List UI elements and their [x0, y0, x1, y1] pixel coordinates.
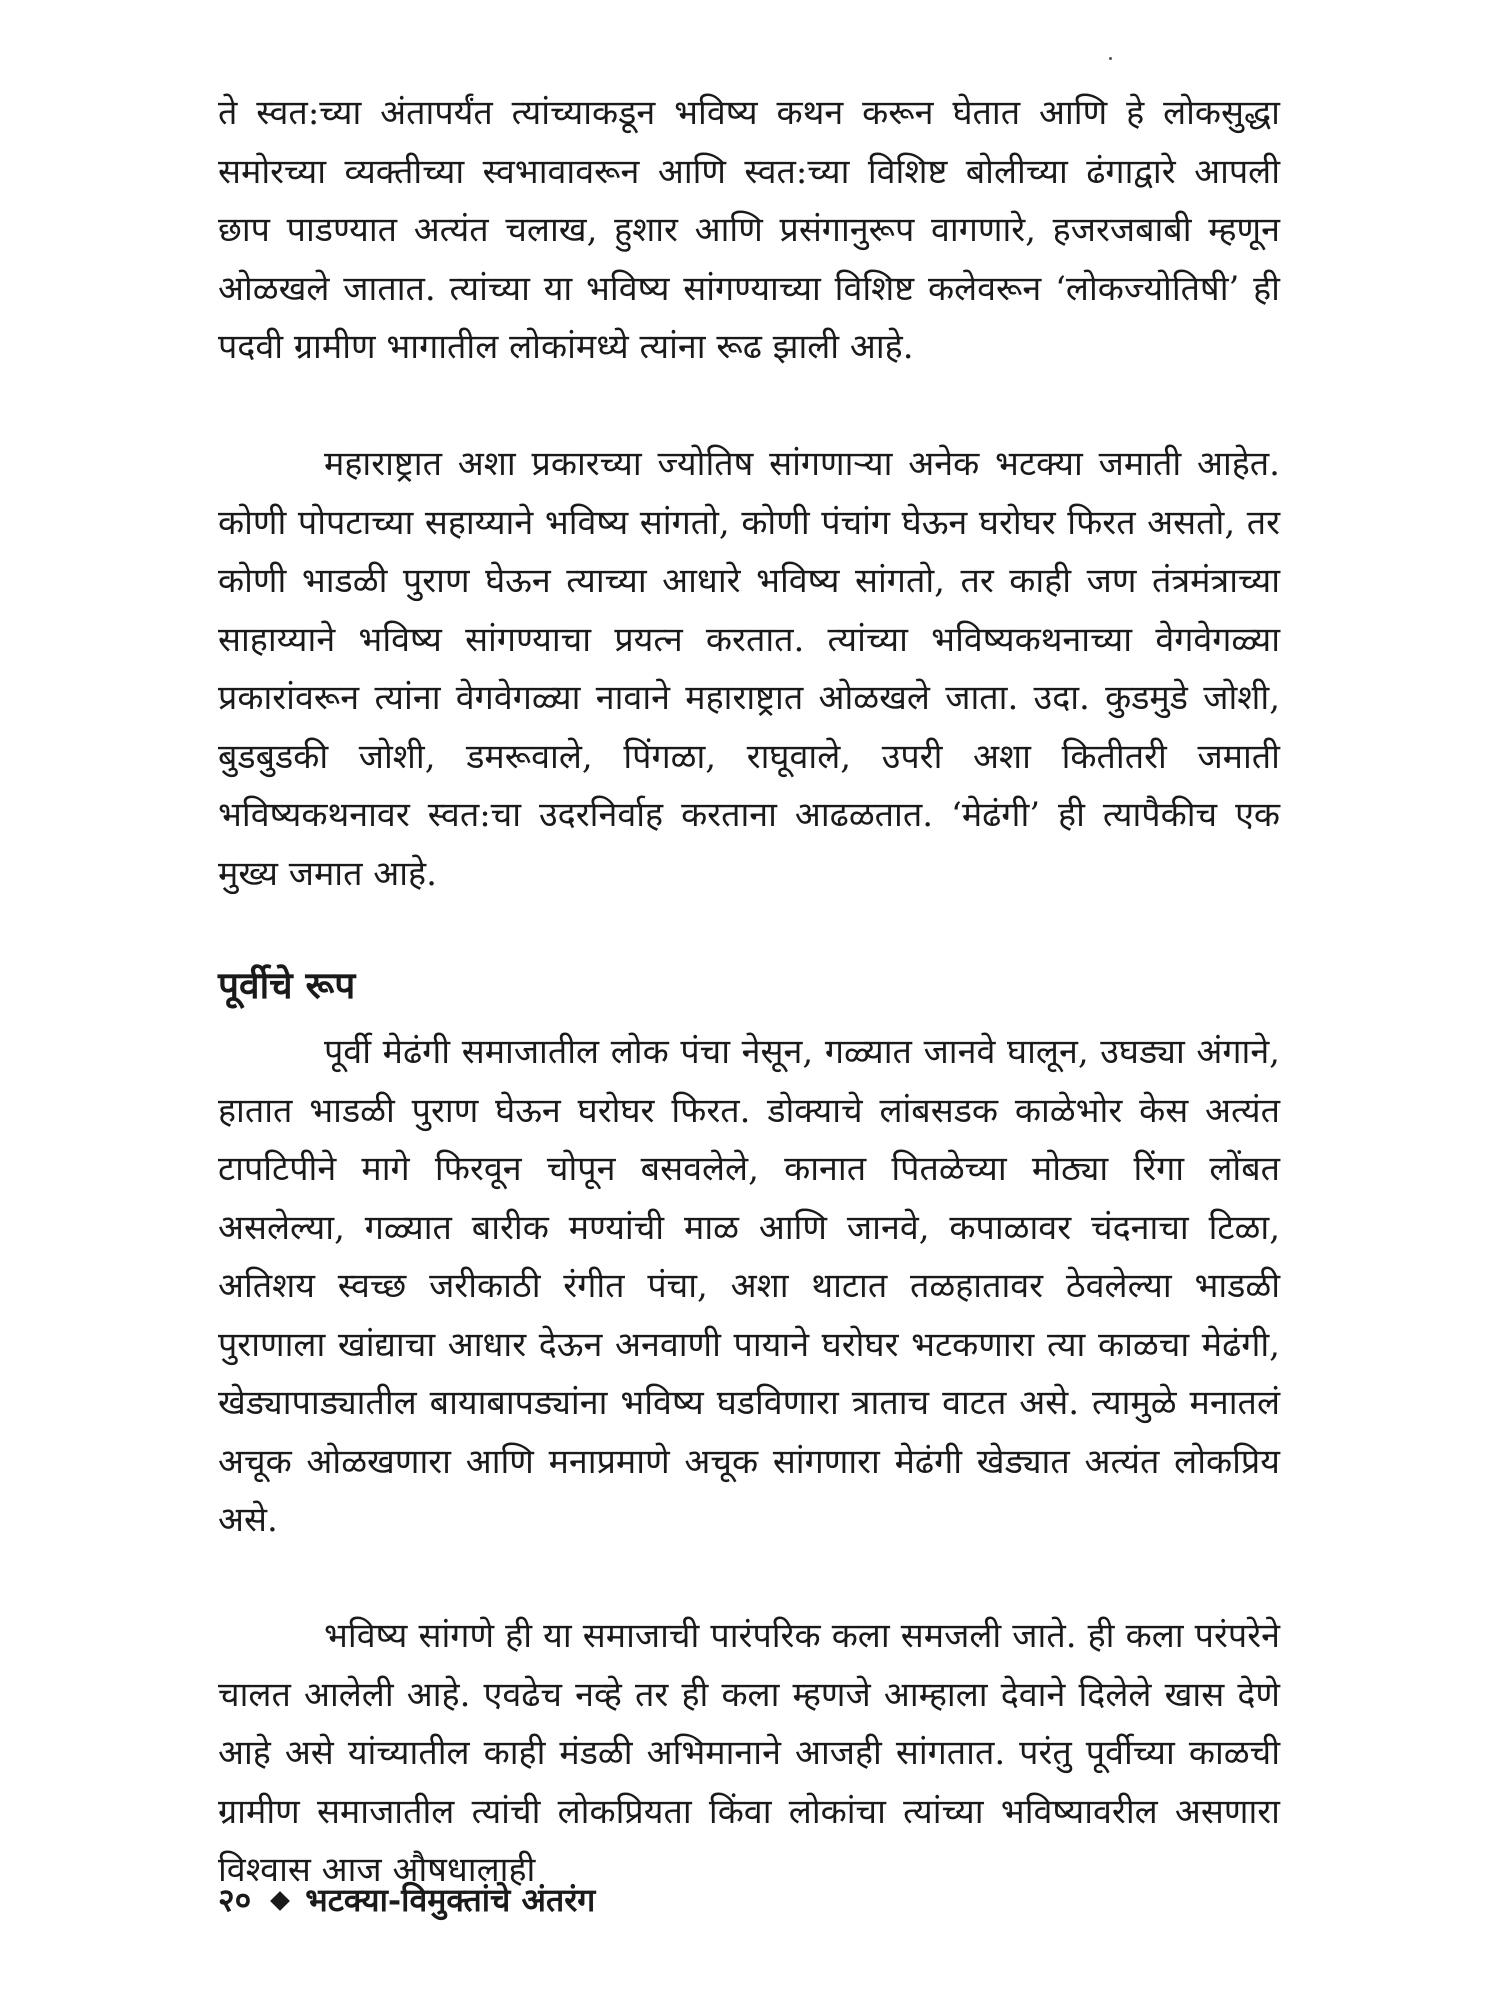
page-footer	[218, 1878, 595, 1922]
scan-speck	[1109, 57, 1112, 60]
paragraph-3: पूर्वी मेढंगी समाजातील लोक पंचा नेसून, गळ्यात जानवे घालून, उघड्या अंगाने, हातात भाडळी पुराण घेऊन घरोघर फिरत. डोक्याचे लांबसडक काळेभोर केस अत्यंत टापटिपीने मागे फिरवून चोपून बसवलेले, कानात पितळेच्या मोठ्या रिंगा लोंबत असलेल्या, गळ्यात बारीक मण्यांची माळ आणि जानवे, कपाळावर चंदनाचा टिळा, अतिशय स्वच्छ जरीकाठी रंगीत पंचा, अशा थाटात तळहातावर ठेवलेल्या भाडळी पुराणाला खांद्याचा आधार देऊन अनवाणी पायाने घरोघर भटकणारा त्या काळचा मेढंगी, खेड्यापाड्यातील बायाबापड्यांना भविष्य घडविणारा त्राताच वाटत असे. त्यामुळे मनातलं अचूक ओळखणारा आणि मनाप्रमाणे अचूक सांगणारा मेढंगी खेड्यात अत्यंत लोकप्रिय असे.	[218, 1032, 1280, 1540]
diamond-separator-icon	[270, 1891, 290, 1911]
book-title: भटक्या-विमुक्तांचे अंतरंग	[305, 1881, 596, 1919]
section-heading: पूर्वीचे रूप	[218, 963, 356, 1007]
paragraph-2: महाराष्ट्रात अशा प्रकारच्या ज्योतिष सांगणाऱ्या अनेक भटक्या जमाती आहेत. कोणी पोपटाच्या सहाय्याने भविष्य सांगतो, कोणी पंचांग घेऊन घरोघर फिरत असतो, तर कोणी भाडळी पुराण घेऊन त्याच्या आधारे भविष्य सांगतो, तर काही जण तंत्रमंत्राच्या साहाय्याने भविष्य सांगण्याचा प्रयत्न करतात. त्यांच्या भविष्यकथनाच्या वेगवेगळ्या प्रकारांवरून त्यांना वेगवेगळ्या नावाने महाराष्ट्रात ओळखले जाता. उदा. कुडमुडे जोशी, बुडबुडकी जोशी, डमरूवाले, पिंगळा, राघूवाले, उपरी अशा कितीतरी जमाती भविष्यकथनावर स्वत:चा उदरनिर्वाह करताना आढळतात. ‘मेढंगी’ ही त्यापैकीच एक मुख्य जमात आहे.	[218, 444, 1280, 894]
page-number: २०	[218, 1881, 252, 1919]
paragraph-4: भविष्य सांगणे ही या समाजाची पारंपरिक कला समजली जाते. ही कला परंपरेने चालत आलेली आहे. एवढेच नव्हे तर ही कला म्हणजे आम्हाला देवाने दिलेले खास देणे आहे असे यांच्यातील काही मंडळी अभिमानाने आजही सांगतात. परंतु पूर्वीच्या काळची ग्रामीण समाजातील त्यांची लोकप्रियता किंवा लोकांचा त्यांच्या भविष्यावरील असणारा विश्वास आज औषधालाही	[218, 1616, 1280, 1890]
paragraph-1: ते स्वत:च्या अंतापर्यंत त्यांच्याकडून भविष्य कथन करून घेतात आणि हे लोकसुद्धा समोरच्या व्यक्तीच्या स्वभावावरून आणि स्वत:च्या विशिष्ट बोलीच्या ढंगाद्वारे आपली छाप पाडण्यात अत्यंत चलाख, हुशार आणि प्रसंगानुरूप वागणारे, हजरजबाबी म्हणून ओळखले जातात. त्यांच्या या भविष्य सांगण्याच्या विशिष्ट कलेवरून ‘लोकज्योतिषी’ ही पदवी ग्रामीण भागातील लोकांमध्ये त्यांना रूढ झाली आहे.	[218, 93, 1280, 367]
